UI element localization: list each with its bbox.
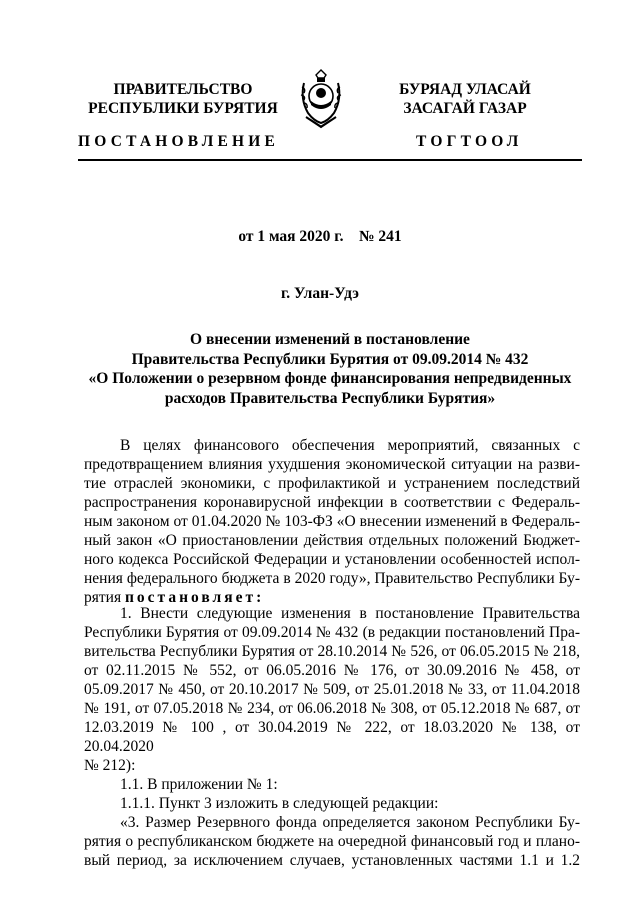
text-line: нения федерального бюджета в 2020 году», Правительство Республики Бу- [84, 570, 580, 587]
date-and-number: от 1 мая 2020 г. № 241 [238, 228, 402, 245]
item-1-paragraph [84, 604, 580, 870]
doc-type-buryat: ТОГТООЛ [416, 133, 523, 150]
text-line: В целях финансового обеспечения мероприятий, связанных с [120, 437, 580, 454]
text-line: «3. Размер Резервного фонда определяется законом Республики Бу- [120, 814, 580, 831]
text-line: вительства Республики Бурятия от 28.10.2014 № 526, от 06.05.2015 № 218, [84, 643, 580, 660]
title-line: «О Положении о резервном фонде финансирования непредвиденных [88, 370, 572, 387]
text-line: 1. Внести следующие изменения в постановление Правительства [120, 605, 580, 622]
header-right-block [370, 80, 560, 118]
government-name-line2: РЕСПУБЛИКИ БУРЯТИЯ [88, 100, 278, 117]
header-left-block [78, 80, 288, 118]
text-line: тие отраслей экономики, с профилактикой и устранением последствий [84, 475, 580, 492]
title-line: О внесении изменений в постановление [190, 331, 470, 348]
resolution-keyword: постановляет: [124, 589, 265, 606]
text-line: распространения коронавирусной инфекции в соответствии с Федераль- [84, 494, 580, 511]
government-name-line1: ПРАВИТЕЛЬСТВО [113, 81, 253, 98]
text-line: от 02.11.2015 № 552, от 06.05.2016 № 176, от 30.09.2016 № 458, от [84, 662, 580, 679]
text-line: ный закон «О приостановлении действия отдельных положений Бюджет- [84, 532, 580, 549]
header-divider [78, 159, 582, 161]
text-line: вый период, за исключением случаев, установленных частями 1.1 и 1.2 [84, 852, 580, 869]
government-name-buryat-line1: БУРЯАД УЛАСАЙ [399, 81, 531, 98]
preamble-paragraph [84, 436, 580, 607]
title-line: расходов Правительства Республики Бурятия» [164, 389, 496, 407]
text-fragment: рятия [84, 589, 125, 606]
doc-type-russian: ПОСТАНОВЛЕНИЕ [78, 133, 280, 150]
government-name-buryat-line2: ЗАСАГАЙ ГАЗАР [403, 100, 527, 117]
text-line: Республики Бурятия от 09.09.2014 № 432 (в редакции постановлений Пра- [84, 624, 580, 641]
title-line: Правительства Республики Бурятия от 09.09.2014 № 432 [131, 350, 529, 368]
text-line: ным законом от 01.04.2020 № 103-ФЗ «О внесении изменений в Федераль- [84, 513, 580, 530]
text-line: 05.09.2017 № 450, от 20.10.2017 № 509, от 25.01.2018 № 33, от 11.04.2018 [84, 681, 580, 698]
text-line: № 212): [84, 757, 136, 774]
text-line: № 191, от 07.05.2018 № 234, от 06.06.2018 № 308, от 05.12.2018 № 687, от [84, 700, 580, 717]
text-line: 12.03.2019 № 100 , от 30.04.2019 № 222, от 18.03.2020 № 138, от 20.04.2020 [84, 719, 580, 755]
city-name: г. Улан-Удэ [280, 285, 359, 302]
document-title [80, 330, 580, 408]
text-line: предотвращением влияния ухудшения экономической ситуации на разви- [84, 456, 580, 473]
subitem-1-1: 1.1. В приложении № 1: [120, 776, 278, 793]
subitem-1-1-1: 1.1.1. Пункт 3 изложить в следующей редакции: [120, 795, 439, 812]
text-line: ного кодекса Российской Федерации и установлении особенностей испол- [84, 551, 580, 568]
text-line: рятия о республиканском бюджете на очередной финансовый год и плано- [84, 833, 580, 850]
coat-of-arms-icon [296, 69, 346, 129]
